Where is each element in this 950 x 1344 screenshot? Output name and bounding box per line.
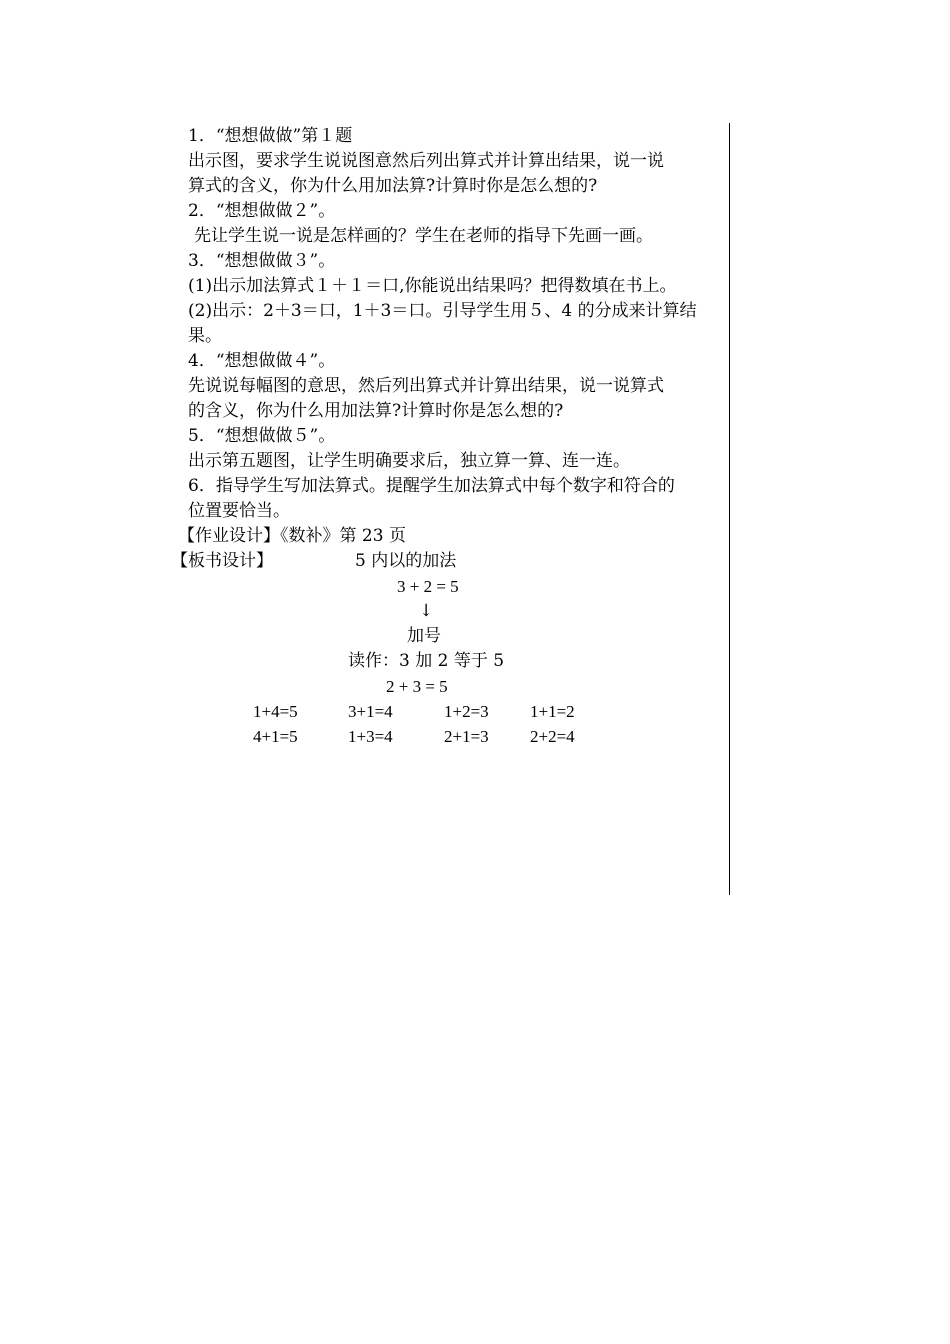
down-arrow-icon: ↓ xyxy=(419,601,434,621)
step-4-text-line-1: 先说说每幅图的意思，然后列出算式并计算出结果，说一说算式 xyxy=(188,376,664,396)
plus-sign-label: 加号 xyxy=(407,626,441,646)
grid-cell: 1+2=3 xyxy=(444,702,489,721)
grid-row xyxy=(253,724,590,749)
grid-cell: 4+1=5 xyxy=(253,727,298,746)
step-3-text-line-2: (2)出示：2＋3＝口，1＋3＝口。引导学生用５、4 的分成来计算结 xyxy=(188,301,697,321)
step-2-heading: 2．“想想做做２”。 xyxy=(188,201,336,221)
board-design-label: 【板书设计】 xyxy=(171,551,273,571)
table-right-border xyxy=(729,123,730,895)
step-3-heading: 3．“想想做做３”。 xyxy=(188,251,336,271)
grid-cell: 3+1=4 xyxy=(348,702,393,721)
grid-cell: 1+3=4 xyxy=(348,727,393,746)
board-equation-2: 2 + 3 = 5 xyxy=(386,677,448,696)
grid-cell: 2+1=3 xyxy=(444,727,489,746)
step-4-heading: 4．“想想做做４”。 xyxy=(188,351,336,371)
step-4-text-line-2: 的含义，你为什么用加法算?计算时你是怎么想的? xyxy=(188,401,564,421)
step-5-text: 出示第五题图，让学生明确要求后，独立算一算、连一连。 xyxy=(188,451,630,471)
homework-design: 【作业设计】《数补》第 23 页 xyxy=(178,526,406,546)
board-equation-1: 3 + 2 = 5 xyxy=(397,577,459,596)
step-2-text: 先让学生说一说是怎样画的？学生在老师的指导下先画一画。 xyxy=(194,226,653,246)
step-6-text-line-2: 位置要恰当。 xyxy=(188,501,290,521)
step-3-text-line-1: (1)出示加法算式１＋１＝口,你能说出结果吗？把得数填在书上。 xyxy=(188,276,677,296)
step-1-text-line-2: 算式的含义，你为什么用加法算?计算时你是怎么想的? xyxy=(188,176,598,196)
step-6-text-line-1: 6．指导学生写加法算式。提醒学生加法算式中每个数字和符合的 xyxy=(188,476,675,496)
grid-cell: 1+1=2 xyxy=(530,702,575,721)
grid-row xyxy=(253,699,590,724)
grid-cell: 2+2=4 xyxy=(530,727,575,746)
addition-facts-grid xyxy=(253,699,590,749)
step-1-heading: 1．“想想做做”第１题 xyxy=(188,126,353,146)
step-3-text-line-3: 果。 xyxy=(188,326,222,346)
step-1-text-line-1: 出示图，要求学生说说图意然后列出算式并计算出结果，说一说 xyxy=(188,151,664,171)
grid-cell: 1+4=5 xyxy=(253,702,298,721)
reading-text: 读作：3 加 2 等于 5 xyxy=(348,651,505,671)
step-5-heading: 5．“想想做做５”。 xyxy=(188,426,336,446)
lesson-steps xyxy=(188,124,728,524)
board-title: 5 内以的加法 xyxy=(355,551,457,571)
